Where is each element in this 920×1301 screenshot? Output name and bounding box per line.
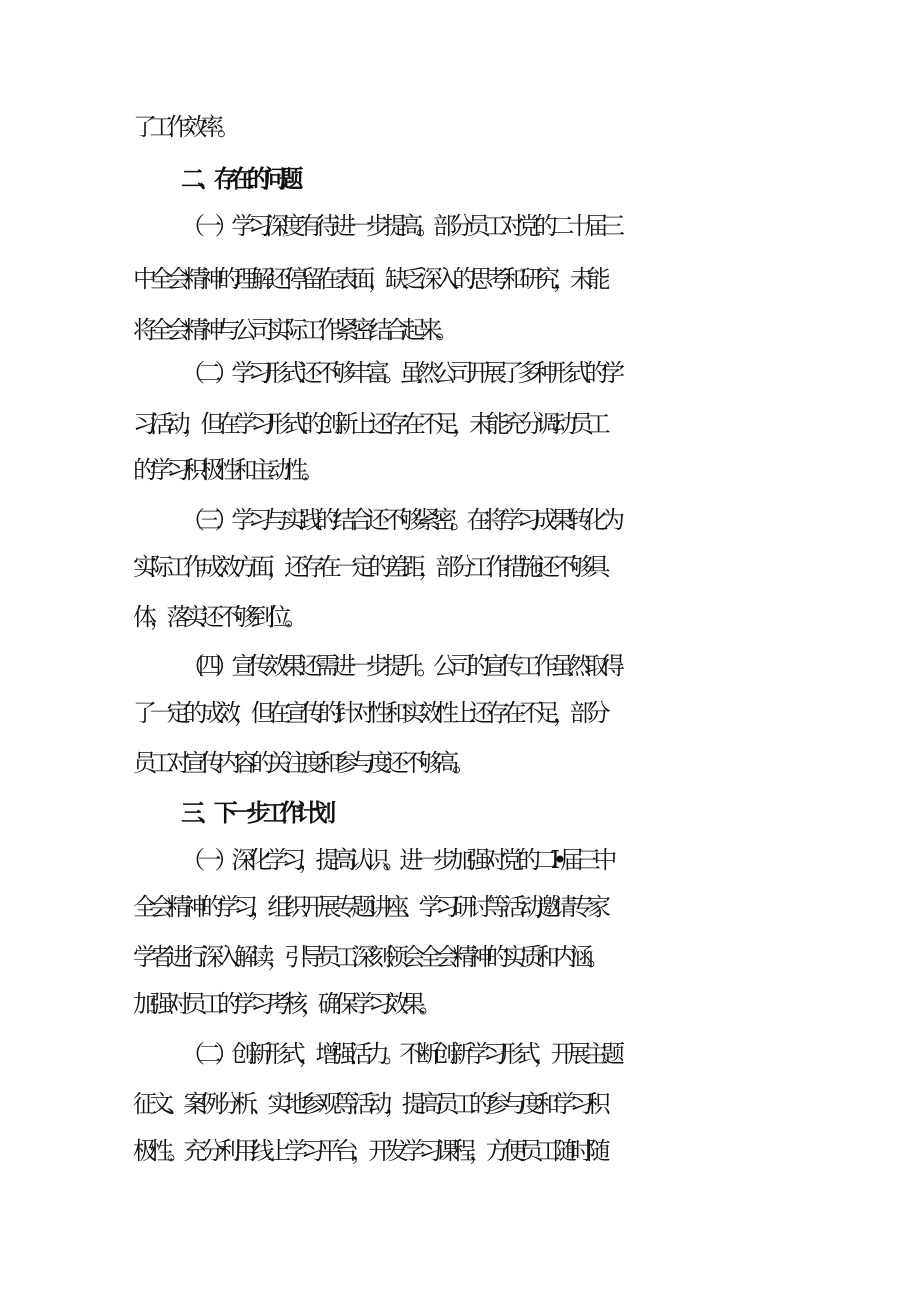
paragraph-line: 将全会精神与公司实际工作紧密结合起来。 — [133, 316, 453, 344]
paragraph-line: 中全会精神的理解还停留在表面，缺乏深入的思考和研究，未能 — [133, 265, 604, 293]
paragraph-line: 极性。充分利用线上学习平台，开发学习课程，方便员工随时随 — [133, 1137, 604, 1165]
paragraph-line: 学者进行深入解读，引导员工深刻领会全会精神的实质和内涵。 — [133, 943, 604, 971]
paragraph-line: （四）宣传效果还需进一步提升。公司的宣传工作虽然取得 — [181, 652, 618, 680]
paragraph-line: 全会精神的学习，组织开展专题讲座、学习研讨等活动,邀请专家 — [133, 893, 604, 921]
paragraph-line: 了工作效率。 — [133, 113, 234, 141]
paragraph-line: 习活动，但在学习形式的创新上还存在不足，未能充分调动员工 — [133, 410, 604, 438]
section-heading-next-steps: 三、下一步工作计划 — [181, 799, 329, 827]
paragraph-line: 的学习积极性和主动性。 — [133, 456, 318, 484]
paragraph-line: 征文、案例分析、实地参观等活动，提高员工的参与度和学习积 — [133, 1090, 604, 1118]
paragraph-line: 实际工作成效方面，还存在一定的差距，部分工作措施还不够具 — [133, 553, 604, 581]
paragraph-line: 加强对员工的学习考核，确保学习效果。 — [133, 990, 436, 1018]
paragraph-line: 员工对宣传内容的关注度和参与度还不够高。 — [133, 749, 469, 777]
paragraph-line: （一）深化学习，提高认识。进一步加强对党的二I•届三中 — [181, 846, 611, 874]
paragraph-line: （二）学习形式还不够丰富。虽然公司开展了多种形式的学 — [181, 359, 618, 387]
paragraph-line: （二）创新形式，增强活力。不断创新学习形式，开展主题 — [181, 1040, 618, 1068]
section-heading-problems: 二、存在的问题 — [181, 165, 296, 193]
paragraph-line: （一）学习深度有待进一步提高。部分员工对党的二十届三 — [181, 212, 618, 240]
paragraph-line: （三）学习与实践的结合还不够紧密。在将学习成果转化为 — [181, 506, 618, 534]
paragraph-line: 体，落实还不够到位。 — [133, 603, 301, 631]
paragraph-line: 了一定的成效，但在宣传的针对性和实效性上还存在不足，部分 — [133, 699, 604, 727]
